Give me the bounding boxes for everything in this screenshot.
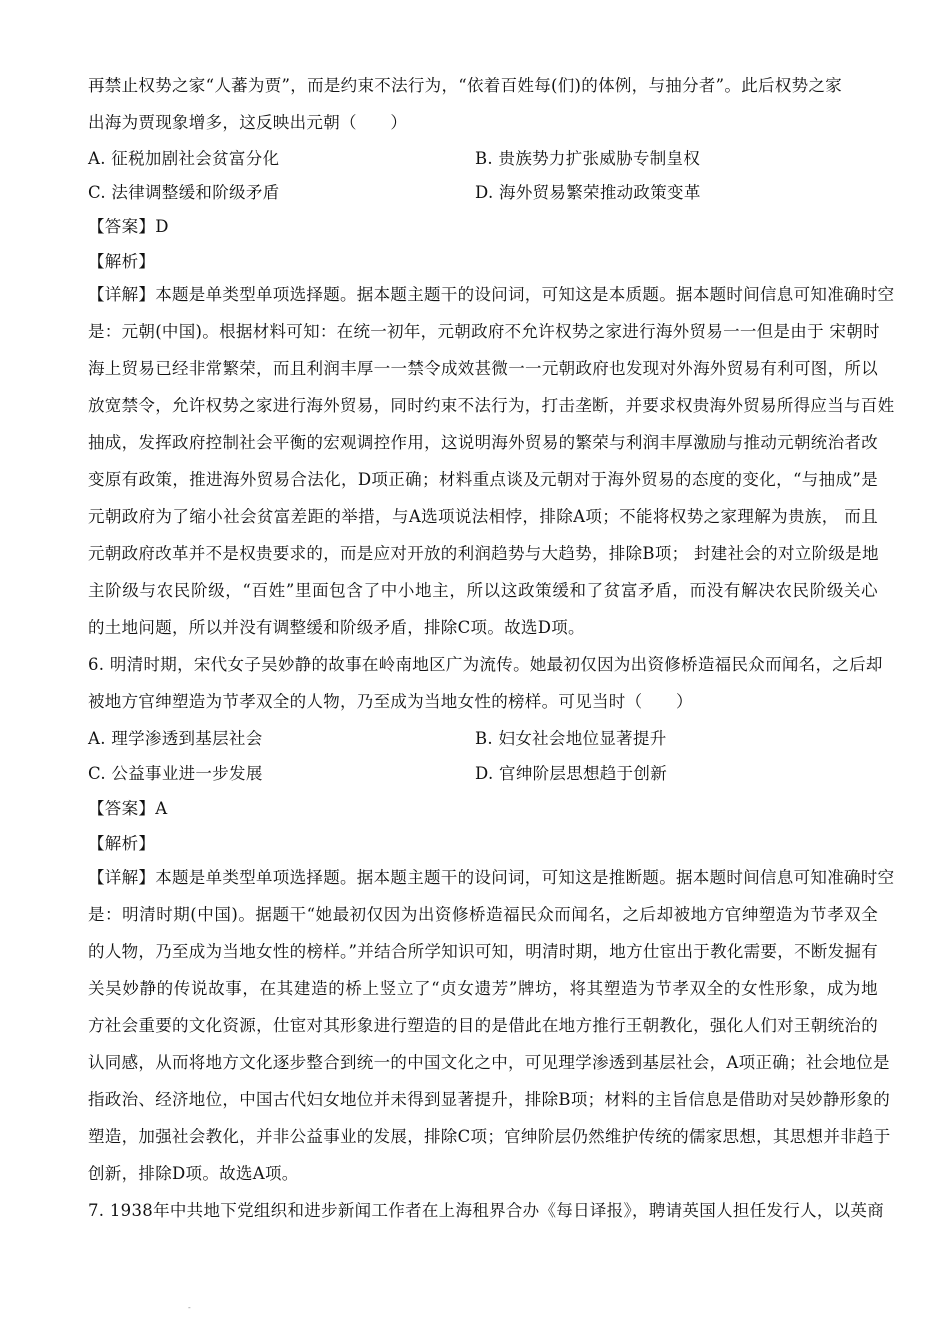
q5-detail-line-4: 放宽禁令，允许权势之家进行海外贸易，同时约束不法行为，打击垄断，并要求权贵海外贸易所得应当与百姓	[88, 396, 895, 415]
q6-answer: 【答案】A	[88, 799, 168, 818]
q5-stem-line-2: 出海为贾现象增多，这反映出元朝（ ）	[88, 113, 408, 132]
q7-stem-line-1: 7. 1938年中共地下党组织和进步新闻工作者在上海租界合办《每日译报》，聘请英国人担任发行人，以英商	[88, 1201, 885, 1220]
q6-option-d: D. 官绅阶层思想趋于创新	[475, 764, 668, 783]
q5-detail-line-5: 抽成，发挥政府控制社会平衡的宏观调控作用，这说明海外贸易的繁荣与利润丰厚激励与推动元朝统治者改	[88, 433, 878, 452]
q5-option-c: C. 法律调整缓和阶级矛盾	[88, 183, 280, 202]
q5-detail-line-8: 元朝政府改革并不是权贵要求的，而是应对开放的利润趋势与大趋势，排除B项； 封建社会的对立阶级是地	[88, 544, 879, 563]
q6-detail-line-5: 方社会重要的文化资源，仕宦对其形象进行塑造的目的是借此在地方推行王朝教化，强化人们对王朝统治的	[88, 1016, 878, 1035]
q5-analysis-label: 【解析】	[88, 252, 156, 271]
q5-stem-line-1: 再禁止权势之家“人蕃为贾”，而是约束不法行为，“依着百姓每(们)的体例，与抽分者”。此后权势之家	[88, 76, 843, 95]
q6-detail-line-4: 关吴妙静的传说故事，在其建造的桥上竖立了“贞女遗芳”牌坊，将其塑造为节孝双全的女性形象，成为地	[88, 979, 878, 998]
footer-mark: -	[188, 1303, 191, 1312]
q6-stem-line-2: 被地方官绅塑造为节孝双全的人物，乃至成为当地女性的榜样。可见当时（ ）	[88, 692, 693, 711]
q5-option-b: B. 贵族势力扩张威胁专制皇权	[475, 149, 701, 168]
q6-detail-line-1: 【详解】本题是单类型单项选择题。据本题主题干的设问词，可知这是推断题。据本题时间信息可知准确时空	[88, 868, 895, 887]
q5-detail-line-2: 是：元朝(中国)。根据材料可知：在统一初年，元朝政府不允许权势之家进行海外贸易一一但是由于 宋朝时	[88, 322, 880, 341]
q6-detail-line-6: 认同感，从而将地方文化逐步整合到统一的中国文化之中，可见理学渗透到基层社会，A项正确；社会地位是	[88, 1053, 890, 1072]
q5-detail-line-7: 元朝政府为了缩小社会贫富差距的举措，与A选项说法相悖，排除A项；不能将权势之家理解为贵族， 而且	[88, 507, 878, 526]
q5-answer: 【答案】D	[88, 217, 169, 236]
q6-detail-line-2: 是：明清时期(中国)。据题干“她最初仅因为出资修桥造福民众而闻名，之后却被地方官绅塑造为节孝双全	[88, 905, 878, 924]
q6-detail-line-8: 塑造，加强社会教化，并非公益事业的发展，排除C项；官绅阶层仍然维护传统的儒家思想，其思想并非趋于	[88, 1127, 891, 1146]
q5-detail-line-3: 海上贸易已经非常繁荣，而且利润丰厚一一禁令成效甚微一一元朝政府也发现对外海外贸易有利可图，所以	[88, 359, 878, 378]
q6-detail-line-3: 的人物，乃至成为当地女性的榜样。”并结合所学知识可知，明清时期，地方仕宦出于教化需要，不断发掘有	[88, 942, 879, 961]
q6-option-a: A. 理学渗透到基层社会	[88, 729, 263, 748]
q5-option-d: D. 海外贸易繁荣推动政策变革	[475, 183, 701, 202]
q5-detail-line-6: 变原有政策，推进海外贸易合法化，D项正确；材料重点谈及元朝对于海外贸易的态度的变化，“与抽成”是	[88, 470, 878, 489]
q6-detail-line-9: 创新，排除D项。故选A项。	[88, 1164, 299, 1183]
q5-detail-line-1: 【详解】本题是单类型单项选择题。据本题主题干的设问词，可知这是本质题。据本题时间信息可知准确时空	[88, 285, 895, 304]
q6-detail-line-7: 指政治、经济地位，中国古代妇女地位并未得到显著提升，排除B项；材料的主旨信息是借助对吴妙静形象的	[88, 1090, 891, 1109]
q6-option-c: C. 公益事业进一步发展	[88, 764, 263, 783]
q5-detail-line-10: 的土地问题，所以并没有调整缓和阶级矛盾，排除C项。故选D项。	[88, 618, 585, 637]
q6-stem-line-1: 6. 明清时期，宋代女子吴妙静的故事在岭南地区广为流传。她最初仅因为出资修桥造福民众而闻名，之后却	[88, 655, 883, 674]
q5-option-a: A. 征税加剧社会贫富分化	[88, 149, 280, 168]
q6-option-b: B. 妇女社会地位显著提升	[475, 729, 667, 748]
q6-analysis-label: 【解析】	[88, 834, 156, 853]
q5-detail-line-9: 主阶级与农民阶级，“百姓”里面包含了中小地主，所以这政策缓和了贫富矛盾，而没有解决农民阶级关心	[88, 581, 878, 600]
